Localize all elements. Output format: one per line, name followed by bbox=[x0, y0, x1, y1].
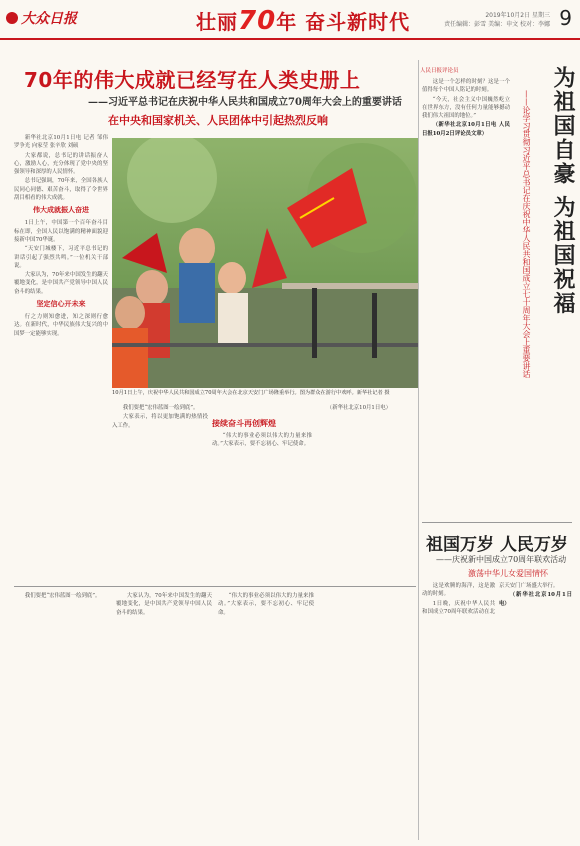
commentary-label: 人民日报评论员 bbox=[420, 68, 459, 74]
article-paragraph: 行之力则知愈进，知之深则行愈达。在新时代，中华民族伟大复兴的中国梦一定能够实现。 bbox=[14, 314, 108, 337]
editor-credits: 责任编辑：彭雪 美编：申文 校对：李娜 bbox=[444, 21, 550, 28]
page-info bbox=[444, 11, 550, 29]
issue-date: 2019年10月2日 星期三 bbox=[485, 12, 550, 19]
article-paragraph: 大家表示，将以更加饱满的热情投入工作。 bbox=[112, 414, 208, 429]
article-paragraph: 大家认为，70年来中国发生的翻天覆地变化，是中国共产党领导中国人民奋斗的结果。 bbox=[116, 593, 212, 616]
headline-deck: 在中央和国家机关、人民团体中引起热烈反响 bbox=[108, 114, 328, 127]
article-paragraph: 1日上午，中国第一个百年奋斗目标在即，全国人民以饱满的精神面貌迎接新中国70华诞。 bbox=[14, 220, 108, 243]
newspaper-logo: 大众日报 bbox=[6, 8, 77, 28]
article-column-2 bbox=[112, 404, 208, 584]
article-paragraph: “今天，社会主义中国巍然屹立在世界东方，没有任何力量能够撼动我们伟大祖国的地位。” bbox=[422, 96, 510, 120]
logo-emblem-icon bbox=[6, 12, 18, 24]
article-paragraph: 这是一个怎样的时刻？这是一个值得每个中国人铭记的时刻。 bbox=[422, 79, 510, 94]
commentary-subtitle: ——论学习贯彻习近平总书记在庆祝中华人民共和国成立七十周年大会上重要讲话 bbox=[522, 90, 531, 378]
feature-title: 祖国万岁 人民万岁 bbox=[426, 535, 568, 555]
article-paragraph: 总书记强调，70年来，全国各族人民同心同德、艰苦奋斗，取得了令世界刮目相看的伟大成就。 bbox=[14, 178, 108, 202]
headline-subtitle: ——习近平总书记在庆祝中华人民共和国成立70周年大会上的重要讲话 bbox=[88, 97, 402, 108]
feature-subtitle: ——庆祝新中国成立70周年联欢活动 bbox=[436, 555, 567, 564]
anniversary-banner: 壮丽70年 奋斗新时代 bbox=[196, 6, 411, 36]
article-paragraph: 我们要把“宏伟蓝图一绘到底”。 bbox=[122, 405, 199, 411]
article-paragraph: 1日晚，庆祝中华人民共和国成立70周年联欢活动在北京天安门广场盛大举行。 bbox=[422, 583, 559, 615]
main-headline: 70年的伟大成就已经写在人类史册上 bbox=[24, 68, 361, 92]
section-heading: 接续奋斗再创辉煌 bbox=[212, 419, 276, 428]
article-paragraph: 大家都说，总书记的讲话振奋人心，激励人心，充分体现了党中央的坚强领导和深厚的人民情怀。 bbox=[14, 152, 108, 176]
section-divider bbox=[422, 522, 572, 523]
column-divider bbox=[418, 60, 419, 840]
article-paragraph: “伟大的事业必须以伟大的力量来推动。”大家表示，要不忘初心、牢记使命。 bbox=[218, 593, 314, 616]
article-paragraph: 我们要把“宏伟蓝图一绘到底”。 bbox=[24, 593, 101, 599]
feature-text bbox=[422, 582, 572, 840]
commentary-title: 为祖国自豪 为祖国祝福 bbox=[550, 66, 575, 316]
commentary-source: （新华社北京10月1日电 人民日报10月2日评论员文章） bbox=[422, 122, 510, 137]
article-paragraph: “伟大的事业必须以伟大的力量来推动。”大家表示，要不忘初心、牢记使命。 bbox=[212, 433, 312, 448]
crowd-waving-flags-image bbox=[112, 138, 418, 388]
feature-byline: （新华社北京10月1日电） bbox=[499, 592, 572, 607]
feature-deck: 激荡中华儿女爱国情怀 bbox=[468, 569, 548, 578]
lower-article-text bbox=[14, 592, 416, 840]
photo-caption: 10月1日上午，庆祝中华人民共和国成立70周年大会在北京天安门广场隆重举行。图为群众在游行中欢呼。新华社记者 摄 bbox=[112, 390, 390, 396]
commentary-text bbox=[422, 78, 510, 518]
parade-photo bbox=[112, 138, 418, 388]
header-rule bbox=[0, 38, 580, 40]
section-divider bbox=[14, 586, 416, 587]
article-paragraph: 这是欢腾的海洋，这是激动的时刻。 bbox=[422, 583, 495, 598]
page-number: 9 bbox=[559, 6, 572, 30]
section-heading: 伟大成就振人奋进 bbox=[33, 206, 89, 215]
article-paragraph: 大家认为，70年来中国发生的翻天覆地变化，是中国共产党领导中国人民奋斗的结果。 bbox=[14, 272, 108, 295]
section-heading: 坚定信心开未来 bbox=[36, 300, 86, 309]
article-column-1 bbox=[14, 134, 108, 464]
article-column-3 bbox=[212, 432, 312, 582]
article-paragraph: “天安门城楼下，习近平总书记的讲话引起了强烈共鸣。”一位机关干部说。 bbox=[14, 246, 108, 269]
article-column-4 bbox=[316, 404, 416, 584]
article-intro: 新华社北京10月1日电 记者 邹伟 罗争光 向家莹 张辛欣 刘硕 bbox=[14, 135, 108, 150]
article-byline: （新华社北京10月1日电） bbox=[326, 405, 391, 411]
